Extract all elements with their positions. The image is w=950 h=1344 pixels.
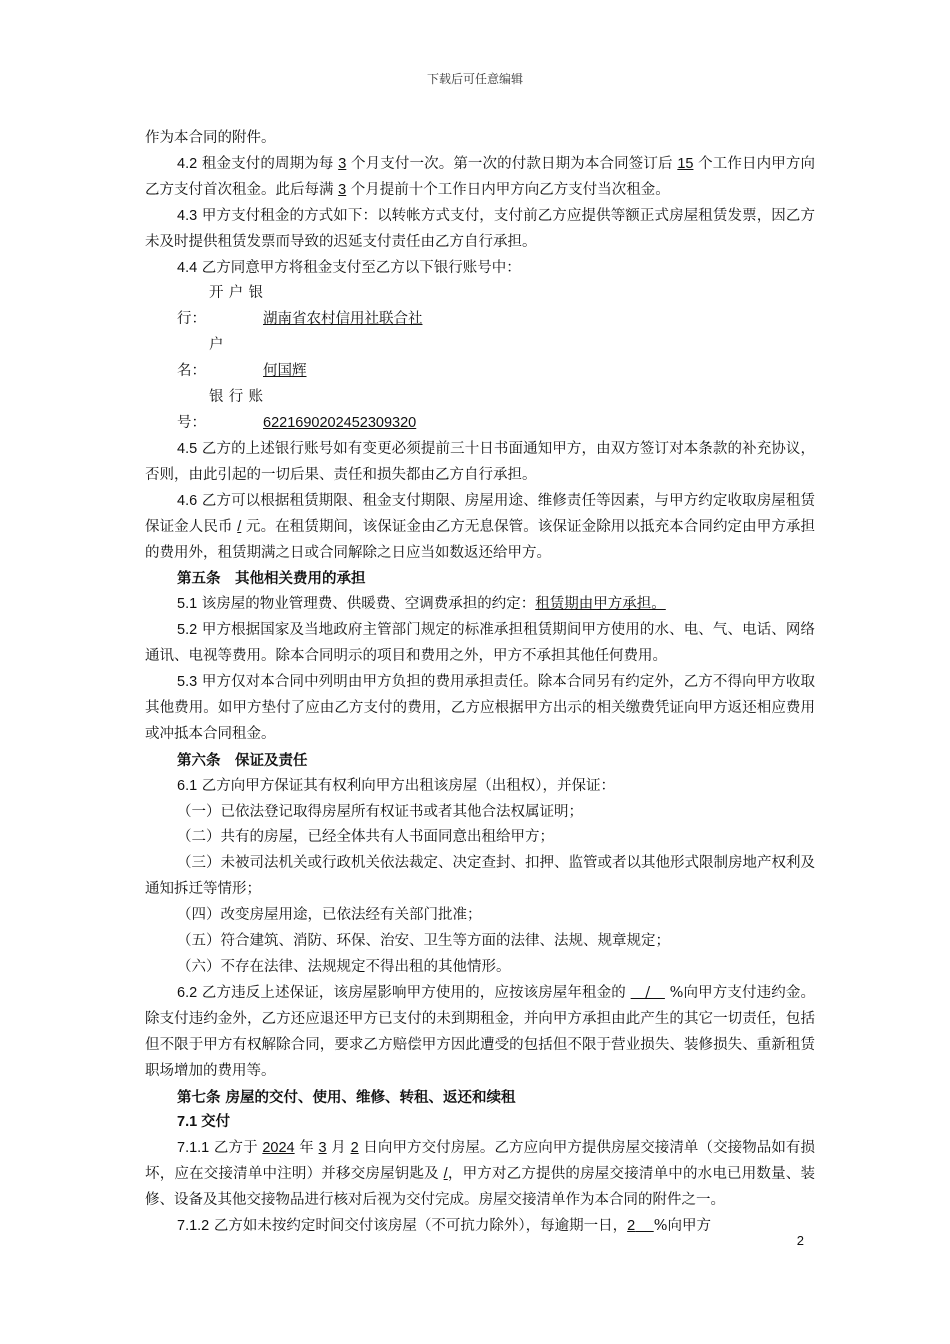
property-fee-terms-value: 租赁期由甲方承担。	[535, 596, 666, 613]
bank-name-value: 湖南省农村信用社联合社	[263, 311, 423, 328]
handover-month-value: 3	[318, 1140, 327, 1157]
clause-5-1: 5.1 该房屋的物业管理费、供暖费、空调费承担的约定：租赁期由甲方承担。	[177, 596, 666, 613]
article-7-heading: 第七条 房屋的交付、使用、维修、转租、返还和续租	[177, 1088, 516, 1106]
article-5-heading: 第五条 其他相关费用的承担	[177, 570, 366, 588]
clause-5-2: 5.2 甲方根据国家及当地政府主管部门规定的标准承担租赁期间甲方使用的水、电、气、电话、网络通讯、电视等费用。除本合同明示的项目和费用之外，甲方不承担其他任何费用。	[145, 622, 815, 665]
account-holder-value: 何国辉	[263, 363, 307, 380]
paragraph-attachment: 作为本合同的附件。	[145, 130, 276, 146]
page-number: 2	[796, 1233, 804, 1248]
page-header: 下载后可任意编辑	[426, 72, 523, 86]
clause-4-5: 4.5 乙方的上述银行账号如有变更必须提前三十日书面通知甲方，由双方签订对本条款的补充协议，否则，由此引起的一切后果、责任和损失都由乙方自行承担。	[145, 440, 815, 483]
list-item: （三）未被司法机关或行政机关依法裁定、决定查封、扣押、监管或者以其他形式限制房地产权利及通知拆迁等情形；	[145, 855, 815, 898]
account-holder-line: 户 名： 何国辉	[177, 337, 307, 380]
clause-7-1-2: 7.1.2 乙方如未按约定时间交付该房屋（不可抗力除外），每逾期一日，2 %向甲方	[177, 1218, 711, 1235]
clause-5-3: 5.3 甲方仅对本合同中列明由甲方负担的费用承担责任。除本合同另有约定外，乙方不得向甲方收取其他费用。如甲方垫付了应由乙方支付的费用，乙方应根据甲方出示的相关缴费凭证向甲方返还相应费用或冲抵本合同租金。	[145, 674, 815, 742]
clause-4-6: 4.6 乙方可以根据租赁期限、租金支付期限、房屋用途、维修责任等因素，与甲方约定收取房屋租赁保证金人民币 / 元。在租赁期间，该保证金由乙方无息保管。该保证金除用以抵充本合同约定由甲方承担的费用外，租赁期满之日或合同解除之日应当如数返还给甲方。	[145, 492, 816, 561]
clause-4-2: 4.2 租金支付的周期为每 3 个月支付一次。第一次的付款日期为本合同签订后 15 个工作日内甲方向乙方支付首次租金。此后每满 3 个月提前十个工作日内甲方向乙方支付当次租金。	[145, 155, 816, 198]
account-number-line: 银行账号： 6221690202452309320	[177, 389, 417, 431]
account-number-value: 6221690202452309320	[263, 414, 417, 431]
document-body	[145, 126, 815, 1240]
list-item: （四）改变房屋用途，已依法经有关部门批准；	[177, 907, 482, 924]
first-payment-days-value: 15	[677, 155, 694, 172]
list-item: （一）已依法登记取得房屋所有权证书或者其他合法权属证明；	[177, 803, 583, 820]
clause-4-3: 4.3 甲方支付租金的方式如下：以转帐方式支付，支付前乙方应提供等额正式房屋租赁发票，因乙方未及时提供租赁发票而导致的迟延支付责任由乙方自行承担。	[145, 207, 815, 250]
list-item: （五）符合建筑、消防、环保、治安、卫生等方面的法律、法规、规章规定；	[177, 933, 670, 950]
bank-name-line: 开户银行： 湖南省农村信用社联合社	[177, 285, 423, 328]
handover-items-value: /	[443, 1166, 448, 1183]
clause-7-1-1: 7.1.1 乙方于 2024 年 3 月 2 日向甲方交付房屋。乙方应向甲方提供房屋交接清单（交接物品如有损坏，应在交接清单中注明）并移交房屋钥匙及 /，甲方对乙方提供的房屋交接清单中的水电已用数量、装修、设备及其他交接物品进行核对后视为交付完成。房屋交接清单作为本合同的附件之一。	[145, 1140, 816, 1209]
handover-year-value: 2024	[262, 1140, 295, 1157]
clause-6-2: 6.2 乙方违反上述保证，该房屋影响甲方使用的，应按该房屋年租金的 / %向甲方支付违约金。除支付违约金外，乙方还应退还甲方已支付的未到期租金，并向甲方承担由此产生的其它一切责任，包括但不限于甲方有权解除合同，要求乙方赔偿甲方因此遭受的包括但不限于营业损失、装修损失、重新租赁职场增加的费用等。	[145, 984, 816, 1079]
section-7-1-heading: 7.1 交付	[177, 1114, 231, 1131]
handover-day-value: 2	[350, 1140, 359, 1157]
deposit-amount-value: /	[237, 518, 242, 535]
clause-6-1: 6.1 乙方向甲方保证其有权利向甲方出租该房屋（出租权），并保证：	[177, 777, 616, 794]
list-item: （二）共有的房屋，已经全体共有人书面同意出租给甲方；	[177, 829, 554, 846]
payment-period-value: 3	[338, 155, 347, 172]
clause-4-4: 4.4 乙方同意甲方将租金支付至乙方以下银行账号中：	[177, 259, 521, 276]
article-6-heading: 第六条 保证及责任	[177, 751, 308, 769]
late-penalty-rate-value: 2	[627, 1218, 636, 1235]
list-item: （六）不存在法律、法规规定不得出租的其他情形。	[177, 959, 511, 975]
payment-period-value-2: 3	[338, 181, 347, 198]
penalty-rate-value: /	[630, 984, 665, 1001]
